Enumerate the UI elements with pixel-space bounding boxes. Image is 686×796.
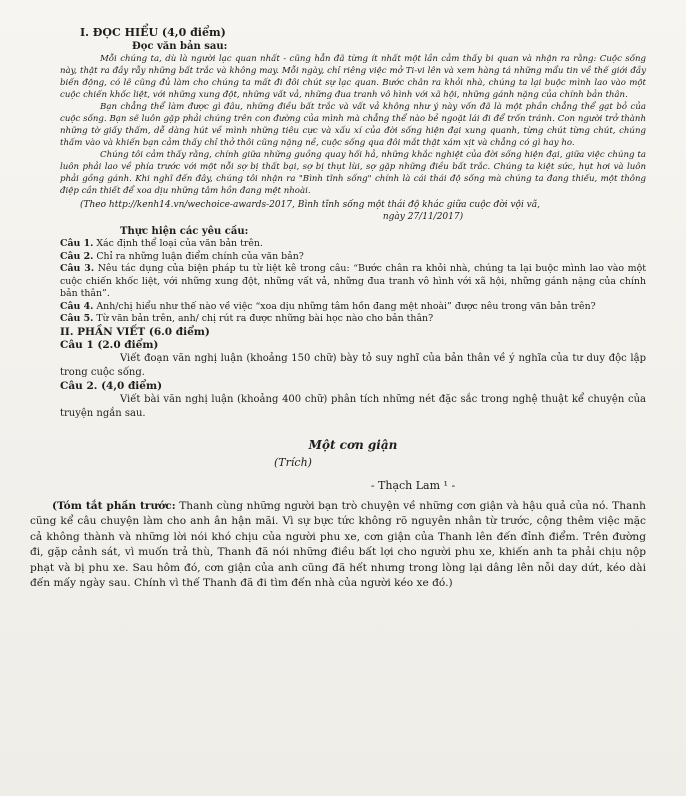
reading-label: Đọc văn bản sau: xyxy=(132,41,228,52)
reading-paragraph-3: Chúng tôi cảm thấy rằng, chính giữa những guồng quay hối hả, những khắc nghiệt của đời sống hiện đại, giữa việc chúng ta luôn phải lao về phía trước với một nỗi sợ bị thất bại, sợ bị thụt lùi, sợ gặp những điều bất trắc. Chúng ta kiệt sức, hụt hơi và luôn phải gồng gánh. Khi nghĩ đến đây, chúng tôi nhận ra "Bình tĩnh sống" chính là cái thái độ sống mà chúng ta đang thiếu, một thông điệp cần thiết để xoa dịu những tâm hồn đang mệt nhoài. xyxy=(60,150,646,196)
question-text: Anh/chị hiểu như thế nào về việc “xoa dịu những tâm hồn đang mệt nhoài” được nêu trong văn bản trên? xyxy=(93,300,596,312)
reading-paragraph-2: Bạn chẳng thể làm được gì đâu, những điều bất trắc và vất vả không như ý này vốn đã là một phần chẳng thể gạt bỏ của cuộc sống. Bạn sẽ luôn gặp phải chúng trên con đường của mình mà chẳng thể nào bẻ ngoặt lái đi để trốn tránh. Con người trở thành những tờ giấy thấm, dễ dàng hút về mình những tiêu cực và xấu xí của đời sống hiện đại xung quanh, từng chút từng chút, chúng thấm vào và khiến bạn cảm thấy chỉ thở thôi cũng nặng nề, cuộc sống qua đôi mắt thật xám xịt và chẳng có gì hay ho. xyxy=(60,102,646,148)
question-label: Câu 5. xyxy=(60,313,94,324)
question-text: Nêu tác dụng của biện pháp tu từ liệt kê trong câu: “Bước chân ra khỏi nhà, chúng ta lại buộc mình lao vào một cuộc chiến khốc liệt, với những xung đột, những vất vả, những đua tranh vô hình với xã hội, những gánh nặng của chính bản thân”. xyxy=(60,263,646,299)
summary-label: (Tóm tắt phần trước: xyxy=(52,499,176,512)
question-1 xyxy=(60,238,646,251)
part2-q2-label: Câu 2. (4,0 điểm) xyxy=(60,379,163,392)
requirements-title: Thực hiện các yêu cầu: xyxy=(120,226,249,237)
question-5 xyxy=(60,313,646,326)
question-2 xyxy=(60,251,646,264)
question-label: Câu 3. xyxy=(60,263,95,274)
part2-q2-text: Viết bài văn nghị luận (khoảng 400 chữ) phân tích những nét đặc sắc trong nghệ thuật kể chuyện của truyện ngắn sau. xyxy=(60,393,646,419)
summary-text: Thanh cùng những người bạn trò chuyện về những cơn giận và hậu quả của nó. Thanh cũng kể câu chuyện làm cho anh ân hận mãi. Vì sự bực tức không rõ nguyên nhân từ trước, cộng thêm việc mặc cả không thành và những lời nói khó chịu của người phu xe, cơn giận của Thanh lên đến đỉnh điểm. Trên đường đi, gặp cảnh sát, vì muốn trả thù, Thanh đã nói những điều bất lợi cho người phu xe, khiến anh ta phải chịu nộp phạt và bị phu xe. Sau hôm đó, cơn giận của anh cũng đã hết nhưng trong lòng lại dâng lên nỗi day dứt, kéo dài đến mấy ngày sau. Chính vì thế Thanh đã đi tìm đến nhà của người kéo xe đó.) xyxy=(30,499,646,589)
question-text: Xác định thể loại của văn bản trên. xyxy=(93,238,263,249)
question-text: Từ văn bản trên, anh/ chị rút ra được những bài học nào cho bản thân? xyxy=(93,313,434,324)
story-title: Một cơn giận xyxy=(308,437,398,452)
story-summary xyxy=(30,499,646,592)
part2-title: II. PHẦN VIẾT (6.0 điểm) xyxy=(60,325,210,338)
part2-q1-label: Câu 1 (2.0 điểm) xyxy=(60,338,159,351)
question-label: Câu 2. xyxy=(60,250,94,262)
question-3 xyxy=(60,263,646,301)
question-label: Câu 1. xyxy=(60,238,94,249)
part1-title: I. ĐỌC HIỂU (4,0 điểm) xyxy=(80,26,226,39)
question-4 xyxy=(60,301,646,314)
source-citation: (Theo http://kenh14.vn/wechoice-awards-2017, Bình tĩnh sống một thái độ khác giữa cuộc đời vội vã, xyxy=(80,200,540,210)
story-author: - Thạch Lam ¹ - xyxy=(370,478,456,492)
question-label: Câu 4. xyxy=(60,300,94,312)
part2-q1-text: Viết đoạn văn nghị luận (khoảng 150 chữ) bày tỏ suy nghĩ của bản thân về ý nghĩa của tư duy độc lập trong cuộc sống. xyxy=(60,352,646,378)
question-text: Chỉ ra những luận điểm chính của văn bản? xyxy=(93,250,304,262)
story-subtitle: (Trích) xyxy=(274,455,312,469)
reading-paragraph-1: Mỗi chúng ta, dù là người lạc quan nhất - cũng hẳn đã từng ít nhất một lần cảm thấy bi quan và nhận ra rằng: Cuộc sống này, thật ra đầy rẫy những bất trắc và không may. Mỗi ngày, chỉ riêng việc mở Ti-vi lên và xem hàng tá những mẩu tin về thế giới đầy biến động, có lẽ cũng đủ làm cho chúng ta mất đi đôi chút sự lạc quan. Bước chân ra khỏi nhà, chúng ta lại buộc mình lao vào một cuộc chiến khốc liệt, với những xung đột, những vất vả, những đua tranh vô hình với xã hội, những gánh nặng của chính bản thân. xyxy=(60,54,646,100)
source-date: ngày 27/11/2017) xyxy=(382,212,464,222)
